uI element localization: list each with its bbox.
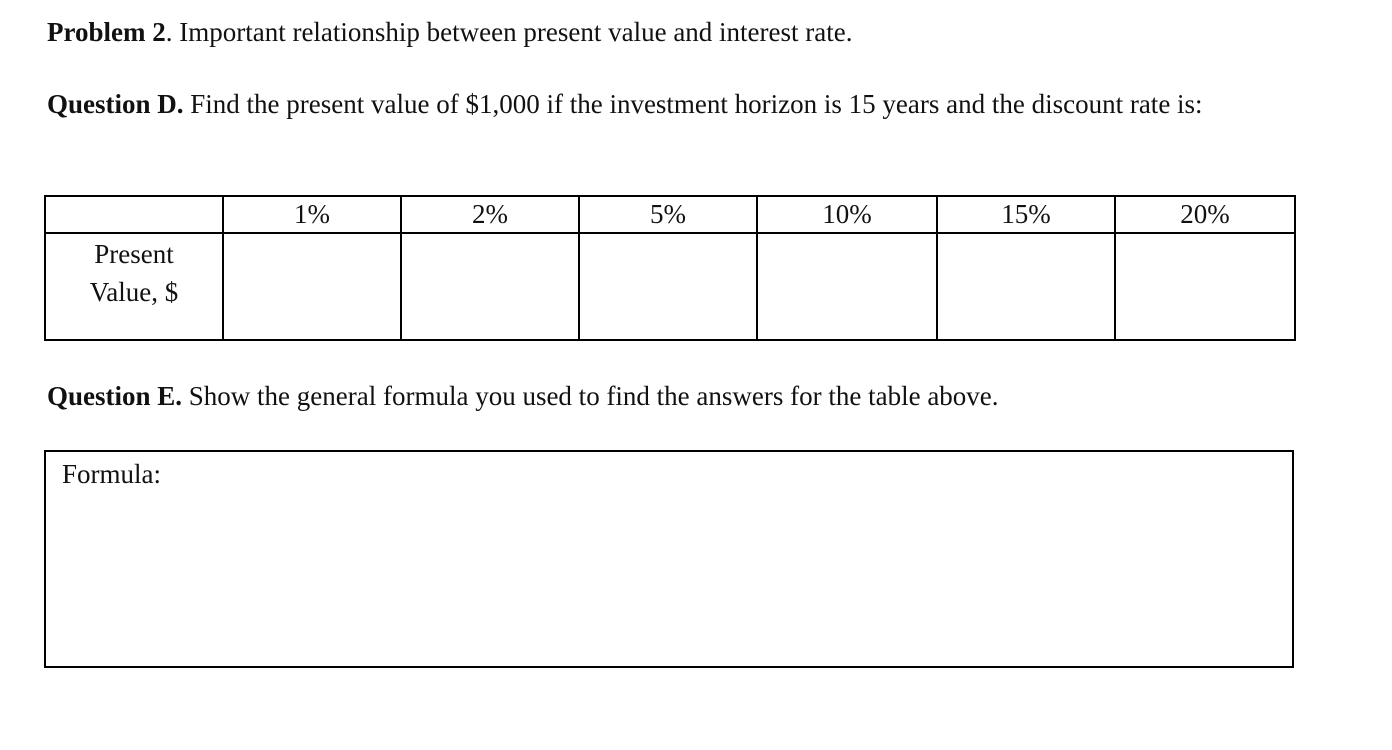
answer-cell-2[interactable]: [401, 233, 579, 340]
rate-header-1: 1%: [223, 196, 401, 233]
formula-box[interactable]: [44, 450, 1294, 668]
rate-header-3: 5%: [579, 196, 757, 233]
present-value-table: [44, 195, 1296, 341]
question-e-text: Show the general formula you used to find the answers for the table above.: [182, 381, 999, 411]
table-row: [45, 233, 1295, 340]
question-e-label: Question E.: [47, 381, 183, 411]
answer-cell-5[interactable]: [937, 233, 1115, 340]
rate-header-2: 2%: [401, 196, 579, 233]
answer-cell-6[interactable]: [1115, 233, 1295, 340]
problem-heading: [47, 14, 852, 50]
question-d-text: Find the present value of $1,000 if the investment horizon is 15 years and the discount rate is:: [183, 89, 1203, 119]
rate-header-4: 10%: [757, 196, 937, 233]
table-header-row: [45, 196, 1295, 233]
table-corner-cell: [45, 196, 223, 233]
answer-cell-3[interactable]: [579, 233, 757, 340]
question-d-label: Question D.: [47, 89, 184, 119]
problem-label: Problem 2: [47, 17, 166, 47]
row-label-line-2: Value, $: [89, 277, 179, 307]
row-label-line-1: Present: [94, 239, 174, 269]
problem-text: . Important relationship between present value and interest rate.: [165, 17, 853, 47]
answer-cell-1[interactable]: [223, 233, 401, 340]
row-label-present-value: [45, 233, 223, 340]
question-d: [47, 86, 1297, 122]
rate-header-6: 20%: [1115, 196, 1295, 233]
rate-header-5: 15%: [937, 196, 1115, 233]
answer-cell-4[interactable]: [757, 233, 937, 340]
formula-label: Formula:: [62, 459, 161, 489]
question-e: [47, 378, 999, 414]
